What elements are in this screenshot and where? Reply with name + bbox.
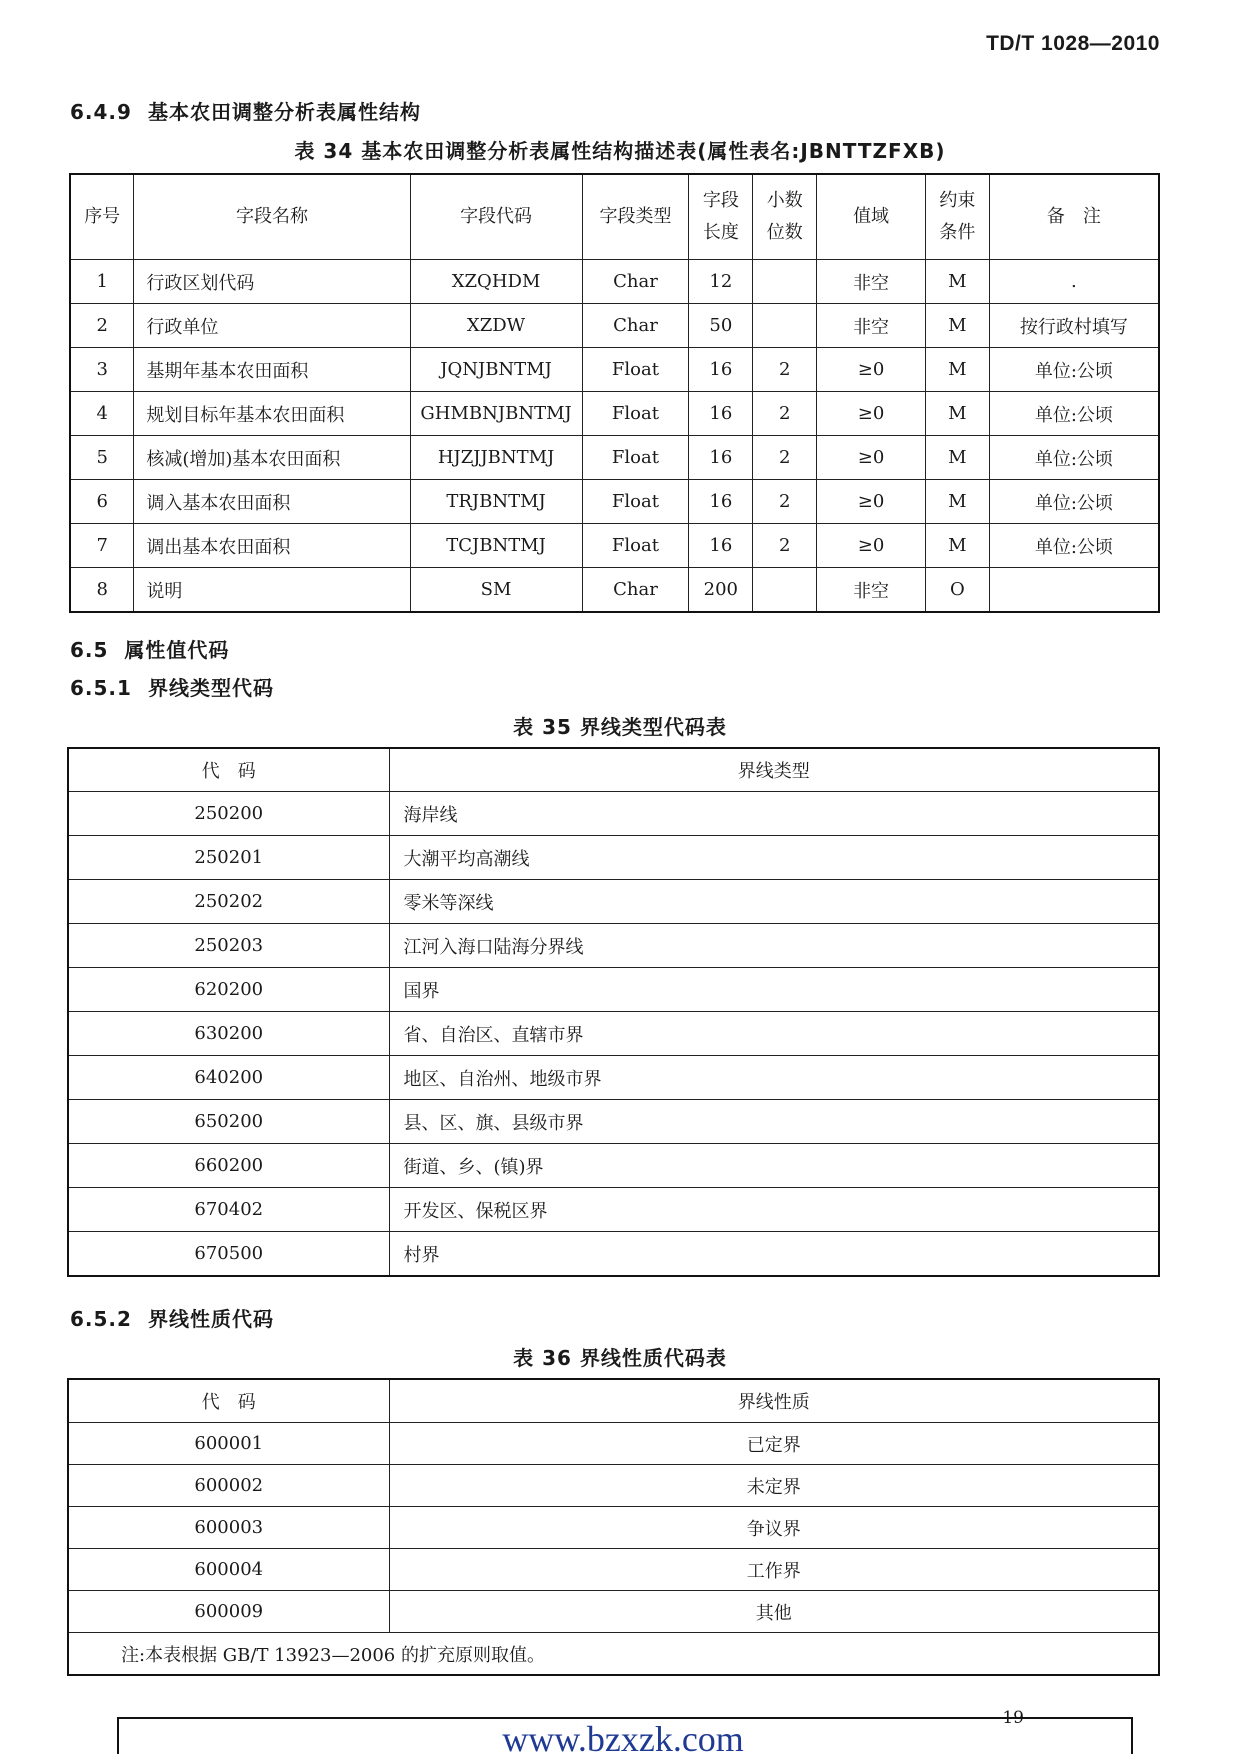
table-cell: 行政单位	[134, 304, 410, 348]
table-cell: 大潮平均高潮线	[389, 836, 1159, 880]
table-cell	[753, 304, 817, 348]
section-title: 界线类型代码	[147, 676, 274, 700]
table-cell: 640200	[68, 1056, 389, 1100]
table-cell: 工作界	[389, 1549, 1159, 1591]
table-cell: 200	[689, 568, 753, 613]
table-cell: 2	[753, 436, 817, 480]
table-cell: 核减(增加)基本农田面积	[134, 436, 410, 480]
table-cell: 630200	[68, 1012, 389, 1056]
table-row	[68, 1465, 1159, 1507]
table-cell	[989, 568, 1159, 613]
table-cell: 16	[689, 392, 753, 436]
table-cell: .	[989, 260, 1159, 304]
section-6-5-1-heading	[70, 672, 274, 701]
table-cell: M	[925, 260, 989, 304]
table-cell: 620200	[68, 968, 389, 1012]
table-cell: O	[925, 568, 989, 613]
table34-header-cell: 字段代码	[410, 174, 582, 260]
table-cell: 地区、自治州、地级市界	[389, 1056, 1159, 1100]
table-cell: Float	[582, 524, 689, 568]
table-row	[70, 436, 1159, 480]
table-cell: Float	[582, 392, 689, 436]
table-cell: 670500	[68, 1232, 389, 1277]
table-row	[68, 1591, 1159, 1633]
table-cell: SM	[410, 568, 582, 613]
table-cell: M	[925, 524, 989, 568]
table-cell: 600009	[68, 1591, 389, 1633]
table-row	[68, 1188, 1159, 1232]
table-cell: M	[925, 304, 989, 348]
table-cell: 单位:公顷	[989, 436, 1159, 480]
table-cell: Float	[582, 480, 689, 524]
table-cell: 2	[753, 480, 817, 524]
table-row	[68, 1507, 1159, 1549]
table-cell: 已定界	[389, 1423, 1159, 1465]
section-title: 基本农田调整分析表属性结构	[147, 100, 421, 124]
page-number: 19	[1002, 1708, 1024, 1728]
table-cell	[753, 260, 817, 304]
table-cell: 600004	[68, 1549, 389, 1591]
table-row	[70, 524, 1159, 568]
table36-header-cell: 代 码	[68, 1379, 389, 1423]
table-row	[68, 880, 1159, 924]
table-cell: 3	[70, 348, 134, 392]
table-row	[68, 1100, 1159, 1144]
table-cell: GHMBNJBNTMJ	[410, 392, 582, 436]
table-cell: M	[925, 436, 989, 480]
section-number: 6.5	[70, 638, 109, 662]
table-cell: Float	[582, 348, 689, 392]
table-row	[68, 1056, 1159, 1100]
table-cell	[753, 568, 817, 613]
table-cell: 按行政村填写	[989, 304, 1159, 348]
table-cell: 国界	[389, 968, 1159, 1012]
table-row	[68, 1012, 1159, 1056]
table-cell: 未定界	[389, 1465, 1159, 1507]
table-cell: 2	[753, 348, 817, 392]
table-row	[68, 1423, 1159, 1465]
table-cell: JQNJBNTMJ	[410, 348, 582, 392]
table-cell: M	[925, 392, 989, 436]
table-cell: 行政区划代码	[134, 260, 410, 304]
table-36	[67, 1378, 1160, 1676]
table-cell: 其他	[389, 1591, 1159, 1633]
table-row	[70, 480, 1159, 524]
section-title: 界线性质代码	[147, 1307, 274, 1331]
table-34	[69, 173, 1160, 613]
table-row	[68, 1144, 1159, 1188]
table-cell: 2	[70, 304, 134, 348]
table34-header-cell: 约束 条件	[925, 174, 989, 260]
table-cell: 2	[753, 392, 817, 436]
standard-code: TD/T 1028—2010	[986, 32, 1160, 55]
table-cell: XZDW	[410, 304, 582, 348]
section-title: 属性值代码	[124, 638, 230, 662]
table-cell: HJZJJBNTMJ	[410, 436, 582, 480]
table34-header-cell: 值域	[817, 174, 926, 260]
table34-header-cell: 字段 长度	[689, 174, 753, 260]
table-cell: 250202	[68, 880, 389, 924]
table-cell: 基期年基本农田面积	[134, 348, 410, 392]
section-6-5-heading	[70, 634, 229, 663]
table-cell: 海岸线	[389, 792, 1159, 836]
table-cell: 250203	[68, 924, 389, 968]
table-cell: 5	[70, 436, 134, 480]
table-cell: 6	[70, 480, 134, 524]
section-6-5-2-heading	[70, 1303, 274, 1332]
table-cell: 单位:公顷	[989, 480, 1159, 524]
table-cell: M	[925, 480, 989, 524]
table-cell: ≥0	[817, 392, 926, 436]
table-cell: 600001	[68, 1423, 389, 1465]
table34-header-cell: 序号	[70, 174, 134, 260]
table-cell: 16	[689, 524, 753, 568]
table-cell: TCJBNTMJ	[410, 524, 582, 568]
table-row	[68, 792, 1159, 836]
table-cell: 江河入海口陆海分界线	[389, 924, 1159, 968]
table-cell: 250200	[68, 792, 389, 836]
table-cell: XZQHDM	[410, 260, 582, 304]
table-cell: 8	[70, 568, 134, 613]
table-cell: 说明	[134, 568, 410, 613]
section-number: 6.5.2	[70, 1307, 132, 1331]
table-row	[68, 836, 1159, 880]
table-cell: ≥0	[817, 524, 926, 568]
table-cell: 12	[689, 260, 753, 304]
table-cell: ≥0	[817, 348, 926, 392]
table-cell: 省、自治区、直辖市界	[389, 1012, 1159, 1056]
table-cell: 单位:公顷	[989, 524, 1159, 568]
table-cell: M	[925, 348, 989, 392]
table-row	[70, 568, 1159, 613]
table-cell: 单位:公顷	[989, 348, 1159, 392]
table-row	[68, 1232, 1159, 1277]
table-cell: 7	[70, 524, 134, 568]
section-number: 6.5.1	[70, 676, 132, 700]
table34-header-cell: 备 注	[989, 174, 1159, 260]
table-cell: 零米等深线	[389, 880, 1159, 924]
table-cell: 非空	[817, 304, 926, 348]
table35-header-cell: 代 码	[68, 748, 389, 792]
table-cell: Char	[582, 260, 689, 304]
table-cell: 调出基本农田面积	[134, 524, 410, 568]
table34-header-cell: 字段名称	[134, 174, 410, 260]
table-row	[68, 924, 1159, 968]
table-cell: 16	[689, 348, 753, 392]
table-cell: 规划目标年基本农田面积	[134, 392, 410, 436]
table-cell: 670402	[68, 1188, 389, 1232]
table34-header-cell: 字段类型	[582, 174, 689, 260]
table-cell: TRJBNTMJ	[410, 480, 582, 524]
table-row	[70, 392, 1159, 436]
table34-header-cell: 小数 位数	[753, 174, 817, 260]
table-row	[70, 304, 1159, 348]
table-35	[67, 747, 1160, 1277]
table-cell: 650200	[68, 1100, 389, 1144]
table-cell: 开发区、保税区界	[389, 1188, 1159, 1232]
table-cell: 16	[689, 480, 753, 524]
table-cell: 村界	[389, 1232, 1159, 1277]
table-cell: ≥0	[817, 436, 926, 480]
table-34-caption: 表 34 基本农田调整分析表属性结构描述表(属性表名:JBNTTZFXB)	[294, 139, 946, 163]
table35-header-cell: 界线类型	[389, 748, 1159, 792]
table-cell: 街道、乡、(镇)界	[389, 1144, 1159, 1188]
table-cell: 600002	[68, 1465, 389, 1507]
table-cell: 非空	[817, 568, 926, 613]
section-6-4-9-heading	[70, 96, 421, 125]
table36-header-cell: 界线性质	[389, 1379, 1159, 1423]
table-cell: Float	[582, 436, 689, 480]
table-cell: 660200	[68, 1144, 389, 1188]
table-cell: 县、区、旗、县级市界	[389, 1100, 1159, 1144]
table-36-caption: 表 36 界线性质代码表	[513, 1346, 727, 1370]
table-36-note: 注:本表根据 GB/T 13923—2006 的扩充原则取值。	[68, 1633, 1159, 1676]
table-cell: 非空	[817, 260, 926, 304]
table-row	[70, 348, 1159, 392]
table-cell: 1	[70, 260, 134, 304]
table-cell: 50	[689, 304, 753, 348]
table-cell: 单位:公顷	[989, 392, 1159, 436]
table-row	[70, 260, 1159, 304]
table-cell: 2	[753, 524, 817, 568]
table-cell: Char	[582, 568, 689, 613]
table-cell: Char	[582, 304, 689, 348]
table-cell: 争议界	[389, 1507, 1159, 1549]
table-row	[68, 1549, 1159, 1591]
table-cell: 250201	[68, 836, 389, 880]
table-cell: 16	[689, 436, 753, 480]
table-35-caption: 表 35 界线类型代码表	[513, 715, 727, 739]
footer-url-link[interactable]: www.bzxzk.com	[502, 1719, 744, 1759]
table-row	[68, 968, 1159, 1012]
table-cell: 调入基本农田面积	[134, 480, 410, 524]
table-cell: 600003	[68, 1507, 389, 1549]
table-cell: 4	[70, 392, 134, 436]
section-number: 6.4.9	[70, 100, 132, 124]
table-cell: ≥0	[817, 480, 926, 524]
